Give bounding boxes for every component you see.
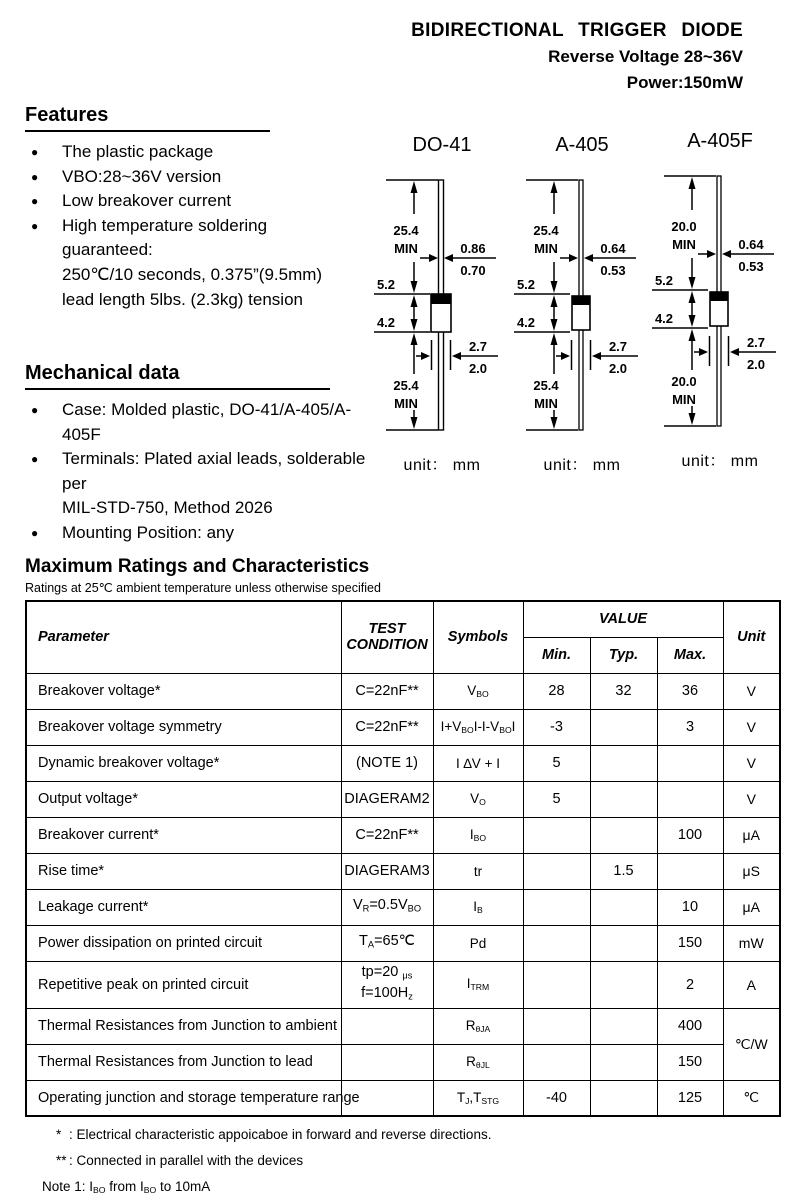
footnote xyxy=(25,1127,781,1142)
cell-max: 36 xyxy=(657,673,723,709)
dim-label: 25.4 xyxy=(393,378,419,393)
bullet-icon: ● xyxy=(31,452,39,467)
table-row xyxy=(26,1008,780,1044)
cell-unit: μS xyxy=(723,853,780,889)
dim-label: MIN xyxy=(534,396,558,411)
cell-parameter: Leakage current* xyxy=(26,889,341,925)
cell-symbol: tr xyxy=(433,853,523,889)
cell-parameter: Output voltage* xyxy=(26,781,341,817)
dim-label: 4.2 xyxy=(654,311,674,326)
package-title: A-405 xyxy=(555,134,609,156)
table-row xyxy=(26,889,780,925)
cell-unit: μA xyxy=(723,817,780,853)
cell-symbol: RθJA xyxy=(433,1008,523,1044)
dim-label: 20.0 xyxy=(671,374,697,389)
col-header-parameter: Parameter xyxy=(26,601,341,673)
cell-min xyxy=(523,1044,590,1080)
package-do41 xyxy=(372,132,512,475)
dim-label: MIN xyxy=(394,241,418,256)
ratings-section xyxy=(25,556,781,1195)
cell-typ xyxy=(590,781,657,817)
table-row xyxy=(26,961,780,1008)
ratings-subtitle: Ratings at 25℃ ambient temperature unless otherwise specified xyxy=(25,581,381,595)
cell-max: 3 xyxy=(657,709,723,745)
table-row xyxy=(26,673,780,709)
dim-label: 5.2 xyxy=(516,277,536,292)
cathode-band xyxy=(710,292,728,301)
cell-condition: C=22nF** xyxy=(341,673,433,709)
mechanical-item-text: Case: Molded plastic, DO-41/A-405/A-405F xyxy=(62,400,352,444)
cell-max xyxy=(657,853,723,889)
cell-parameter: Thermal Resistances from Junction to ambient xyxy=(26,1008,341,1044)
cell-symbol: RθJL xyxy=(433,1044,523,1080)
cell-typ xyxy=(590,817,657,853)
cell-condition: VR=0.5VBO xyxy=(341,889,433,925)
diode-body xyxy=(572,180,590,430)
cell-min xyxy=(523,889,590,925)
cell-symbol: TJ,TSTG xyxy=(433,1080,523,1116)
cell-symbol: VO xyxy=(433,781,523,817)
dim-label: 5.2 xyxy=(376,277,396,292)
feature-item-text: Low breakover current xyxy=(62,191,232,211)
features-section xyxy=(25,104,355,312)
ratings-table xyxy=(25,600,781,1117)
feature-item-text: 250℃/10 seconds, 0.375”(9.5mm) xyxy=(62,264,323,284)
cathode-band xyxy=(431,294,451,304)
diode-body xyxy=(710,176,728,426)
dim-label: 4.2 xyxy=(376,315,396,330)
cell-typ xyxy=(590,1008,657,1044)
package-title: DO-41 xyxy=(412,134,472,156)
a405f-outline-diagram xyxy=(650,168,790,436)
dim-label: MIN xyxy=(672,392,696,407)
a405-outline-diagram xyxy=(512,172,652,440)
cell-unit: V xyxy=(723,673,780,709)
unit-label: unit： mm xyxy=(543,457,621,474)
cell-condition xyxy=(341,1044,433,1080)
dim-label: 0.64 xyxy=(738,237,764,252)
cell-min: 28 xyxy=(523,673,590,709)
cell-min xyxy=(523,817,590,853)
do41-outline-diagram xyxy=(372,172,512,440)
cell-symbol: VBO xyxy=(433,673,523,709)
cell-min: 5 xyxy=(523,781,590,817)
feature-item-text: High temperature soldering guaranteed: xyxy=(62,215,268,260)
dim-label: 0.53 xyxy=(738,259,764,274)
cell-parameter: Breakover current* xyxy=(26,817,341,853)
table-row xyxy=(26,709,780,745)
cell-unit: V xyxy=(723,709,780,745)
footnote-marker: * xyxy=(56,1127,62,1142)
dim-label: 2.7 xyxy=(468,339,488,354)
table-row xyxy=(26,1044,780,1080)
unit-label: unit： mm xyxy=(403,457,481,474)
cell-max: 100 xyxy=(657,817,723,853)
cell-typ xyxy=(590,961,657,1008)
cell-symbol: I ∆V + I xyxy=(433,745,523,781)
cell-typ xyxy=(590,889,657,925)
cell-max: 150 xyxy=(657,1044,723,1080)
feature-item-text: VBO:28~36V version xyxy=(62,166,222,186)
diode-body xyxy=(431,180,451,430)
dim-label: 2.7 xyxy=(746,335,766,350)
cell-parameter: Dynamic breakover voltage* xyxy=(26,745,341,781)
package-a405 xyxy=(512,132,652,475)
cell-typ xyxy=(590,1044,657,1080)
cell-max xyxy=(657,745,723,781)
bullet-icon: ● xyxy=(31,145,39,159)
col-header-symbols: Symbols xyxy=(433,601,523,673)
cell-symbol: Pd xyxy=(433,925,523,961)
col-header-condition: CONDITION xyxy=(346,637,428,654)
col-header-max: Max. xyxy=(657,637,723,673)
cell-unit: V xyxy=(723,781,780,817)
cell-typ xyxy=(590,745,657,781)
col-header-typ: Typ. xyxy=(590,637,657,673)
dim-label: 4.2 xyxy=(516,315,536,330)
dim-label: 2.0 xyxy=(608,361,628,376)
doc-title: BIDIRECTIONAL TRIGGER DIODE xyxy=(411,20,743,41)
dim-label: 0.64 xyxy=(600,241,626,256)
cathode-band xyxy=(572,296,590,305)
package-a405f xyxy=(650,128,790,471)
feature-item xyxy=(25,140,355,165)
footnote-text: : Electrical characteristic appoicaboe in forward and reverse directions. xyxy=(69,1127,492,1142)
cell-symbol: IB xyxy=(433,889,523,925)
cell-parameter: Repetitive peak on printed circuit xyxy=(26,961,341,1008)
cell-typ xyxy=(590,925,657,961)
table-row xyxy=(26,853,780,889)
features-heading: Features xyxy=(25,104,270,132)
doc-subtitle-voltage: Reverse Voltage 28~36V xyxy=(548,47,743,66)
cell-unit: ℃/W xyxy=(723,1008,780,1080)
cell-symbol: I+VBOI-I-VBOI xyxy=(433,709,523,745)
col-header-min: Min. xyxy=(523,637,590,673)
dim-label: 5.2 xyxy=(654,273,674,288)
mechanical-heading: Mechanical data xyxy=(25,362,330,390)
cell-max: 10 xyxy=(657,889,723,925)
cell-parameter: Thermal Resistances from Junction to lead xyxy=(26,1044,341,1080)
dim-label: MIN xyxy=(534,241,558,256)
footnote xyxy=(25,1153,781,1168)
cell-parameter: Operating junction and storage temperature range xyxy=(26,1080,341,1116)
cell-parameter: Power dissipation on printed circuit xyxy=(26,925,341,961)
cell-unit: V xyxy=(723,745,780,781)
cell-condition: DIAGERAM3 xyxy=(341,853,433,889)
dim-label: MIN xyxy=(394,396,418,411)
col-header-value: VALUE xyxy=(523,601,723,637)
cell-condition xyxy=(341,1008,433,1044)
cell-condition: DIAGERAM2 xyxy=(341,781,433,817)
bullet-icon: ● xyxy=(31,218,39,233)
cell-min xyxy=(523,853,590,889)
mechanical-item xyxy=(25,447,370,521)
cell-unit: ℃ xyxy=(723,1080,780,1116)
feature-item-text: The plastic package xyxy=(62,142,214,161)
dim-label: 25.4 xyxy=(533,223,559,238)
table-row xyxy=(26,745,780,781)
col-header-unit: Unit xyxy=(723,601,780,673)
cell-min xyxy=(523,961,590,1008)
feature-item xyxy=(25,214,355,312)
cell-condition: tp=20 μs f=100Hz xyxy=(341,961,433,1008)
cell-min: -3 xyxy=(523,709,590,745)
cell-min xyxy=(523,925,590,961)
mechanical-item xyxy=(25,521,370,546)
cell-unit: A xyxy=(723,961,780,1008)
table-row xyxy=(26,817,780,853)
footnote-text: : Connected in parallel with the devices xyxy=(69,1153,304,1168)
footnote-note1: Note 1: IBO from IBO to 10mA xyxy=(42,1179,211,1196)
dim-label: 25.4 xyxy=(533,378,559,393)
dim-label: 0.86 xyxy=(460,241,486,256)
cell-unit: mW xyxy=(723,925,780,961)
package-title: A-405F xyxy=(687,130,753,152)
cell-max: 150 xyxy=(657,925,723,961)
cell-typ xyxy=(590,1080,657,1116)
dim-label: 2.0 xyxy=(468,361,488,376)
unit-label: unit： mm xyxy=(681,453,759,470)
cell-symbol: ITRM xyxy=(433,961,523,1008)
cell-max: 400 xyxy=(657,1008,723,1044)
doc-subtitle-power: Power:150mW xyxy=(626,73,743,92)
footnotes xyxy=(25,1127,781,1195)
table-row xyxy=(26,925,780,961)
cell-typ: 32 xyxy=(590,673,657,709)
cell-parameter: Breakover voltage* xyxy=(26,673,341,709)
cell-condition: C=22nF** xyxy=(341,817,433,853)
dim-label: 0.53 xyxy=(600,263,626,278)
cell-parameter: Breakover voltage symmetry xyxy=(26,709,341,745)
cell-min xyxy=(523,1008,590,1044)
cell-max: 2 xyxy=(657,961,723,1008)
cell-typ: 1.5 xyxy=(590,853,657,889)
cell-symbol: IBO xyxy=(433,817,523,853)
dim-label: MIN xyxy=(672,237,696,252)
mechanical-item xyxy=(25,398,370,447)
mechanical-item-text: Terminals: Plated axial leads, solderable per xyxy=(62,449,366,493)
dim-label: 0.70 xyxy=(460,263,486,278)
ratings-heading: Maximum Ratings and Characteristics xyxy=(25,556,370,577)
bullet-icon: ● xyxy=(31,169,39,184)
table-row xyxy=(26,1080,780,1116)
cell-parameter: Rise time* xyxy=(26,853,341,889)
col-header-test: TEST xyxy=(368,621,406,638)
cell-min: -40 xyxy=(523,1080,590,1116)
mechanical-item-text: Mounting Position: any xyxy=(62,522,234,542)
doc-header xyxy=(411,20,743,94)
col-header-test-condition xyxy=(341,601,433,673)
cell-typ xyxy=(590,709,657,745)
mechanical-list xyxy=(25,398,370,546)
footnote-marker: ** xyxy=(56,1153,67,1168)
dim-label: 2.0 xyxy=(746,357,766,372)
cell-condition: TA=65℃ xyxy=(341,925,433,961)
feature-item-text: lead length 5lbs. (2.3kg) tension xyxy=(62,289,303,309)
cell-unit: μA xyxy=(723,889,780,925)
dim-label: 2.7 xyxy=(608,339,628,354)
bullet-icon: ● xyxy=(31,525,39,540)
cell-condition: C=22nF** xyxy=(341,709,433,745)
dim-label: 20.0 xyxy=(671,219,697,234)
cell-condition: (NOTE 1) xyxy=(341,745,433,781)
mechanical-item-text: MIL-STD-750, Method 2026 xyxy=(62,498,273,518)
features-list xyxy=(25,140,355,312)
table-row xyxy=(26,781,780,817)
bullet-icon: ● xyxy=(31,194,39,209)
dim-label: 25.4 xyxy=(393,223,419,238)
bullet-icon: ● xyxy=(31,403,39,417)
cell-max xyxy=(657,781,723,817)
cell-min: 5 xyxy=(523,745,590,781)
cell-max: 125 xyxy=(657,1080,723,1116)
feature-item xyxy=(25,189,355,214)
mechanical-section xyxy=(25,362,370,546)
feature-item xyxy=(25,165,355,190)
